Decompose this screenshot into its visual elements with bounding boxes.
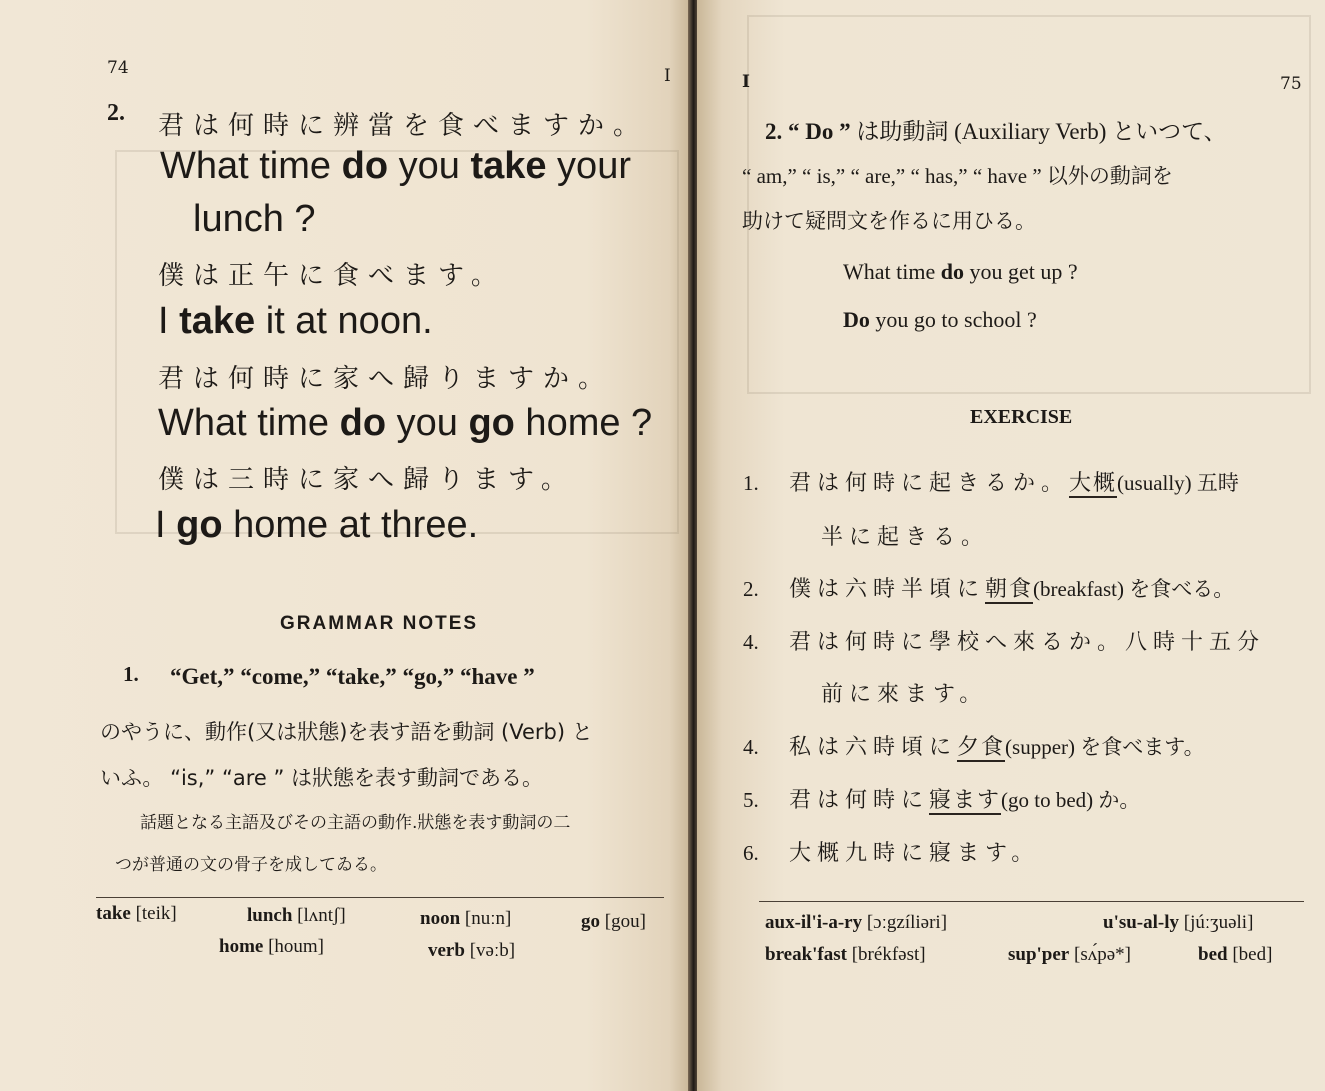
exercise-row: 5. 君は何時に寢ます(go to bed) か。	[743, 788, 1141, 813]
note-1-line3: いふ。 “is,” “are ” は狀態を表す動詞である。	[100, 766, 544, 790]
answer-1-english: I take it at noon.	[158, 300, 433, 342]
vocab-entry: go [gou]	[581, 911, 646, 932]
vocab-entry: lunch [lʌntʃ]	[247, 905, 346, 926]
answer-2-english: I go home at three.	[155, 504, 479, 546]
answer-2-japanese: 僕は三時に家へ歸ります。	[158, 465, 576, 495]
vocab-entry: home [houm]	[219, 936, 325, 957]
page-number: 75	[1280, 74, 1302, 94]
note-1-words: “Get,” “come,” “take,” “go,” “have ”	[170, 664, 535, 689]
question-2-english: What time do you go home ?	[158, 402, 653, 444]
example-1: What time do you get up ?	[843, 259, 1078, 284]
vocab-entry: break'fast [brékfəst]	[765, 944, 926, 965]
exercise-row: 1. 君は何時に起きるか。大概(usually) 五時	[743, 471, 1239, 496]
auxiliary-line3: 助けて疑問文を作るに用ひる。	[742, 209, 1036, 233]
question-1-japanese: 君は何時に辨當を食べますか。	[158, 111, 649, 141]
running-head: I	[742, 72, 750, 92]
page-number: 74	[107, 58, 129, 78]
exercise-row: 半に起きる。	[821, 525, 990, 550]
exercise-heading: EXERCISE	[970, 406, 1073, 428]
auxiliary-line2: “ am,” “ is,” “ are,” “ has,” “ have ” 以外の動詞を	[742, 164, 1173, 188]
vocab-entry: u'su-al-ly [júːʒuəli]	[1103, 912, 1254, 933]
exercise-row: 4. 私は六時頃に夕食(supper) を食べます。	[743, 735, 1205, 760]
exercise-row: 4. 君は何時に學校へ來るか。八時十五分	[743, 630, 1266, 655]
running-head: I	[664, 66, 671, 86]
exercise-row: 2. 僕は六時半頃に朝食(breakfast) を食べる。	[743, 577, 1235, 602]
answer-1-japanese: 僕は正午に食べます。	[158, 261, 506, 291]
note-1-line2: のやうに、動作(又は狀態)を表す語を動詞 (Verb) と	[100, 720, 593, 744]
vocab-entry: noon [nuːn]	[420, 908, 512, 929]
vocab-entry: sup'per [sʌ́pə*]	[1008, 944, 1131, 965]
note-1-number: 1.	[123, 662, 139, 686]
vocab-entry: verb [vəːb]	[428, 940, 516, 961]
note-1-small-line2: つが普通の文の骨子を成してゐる。	[115, 855, 387, 875]
right-page	[697, 0, 1325, 1091]
note-1-small-line1: 話題となる主語及びその主語の動作.狀態を表す動詞の二	[140, 813, 571, 833]
question-1-english-line2: lunch ?	[193, 198, 316, 240]
question-1-english: What time do you take your	[160, 145, 631, 187]
example-2: Do you go to school ?	[843, 307, 1037, 332]
question-2-japanese: 君は何時に家へ歸りますか。	[158, 364, 614, 394]
vocab-entry: bed [bed]	[1198, 944, 1273, 965]
item-number: 2.	[765, 119, 783, 144]
grammar-notes-heading: GRAMMAR NOTES	[280, 613, 479, 634]
vocab-divider	[96, 897, 664, 898]
vocab-divider	[759, 901, 1304, 902]
exercise-row: 前に來ます。	[821, 682, 988, 707]
exercise-row: 6. 大概九時に寢ます。	[743, 841, 1040, 866]
item-number: 2.	[107, 100, 125, 126]
vocab-entry: aux-il'i-a-ry [ɔːgzíliəri]	[765, 912, 948, 933]
auxiliary-line1: 2. “ Do ” は助動詞 (Auxiliary Verb) といつて、	[765, 119, 1227, 144]
vocab-entry: take [teik]	[96, 903, 177, 924]
